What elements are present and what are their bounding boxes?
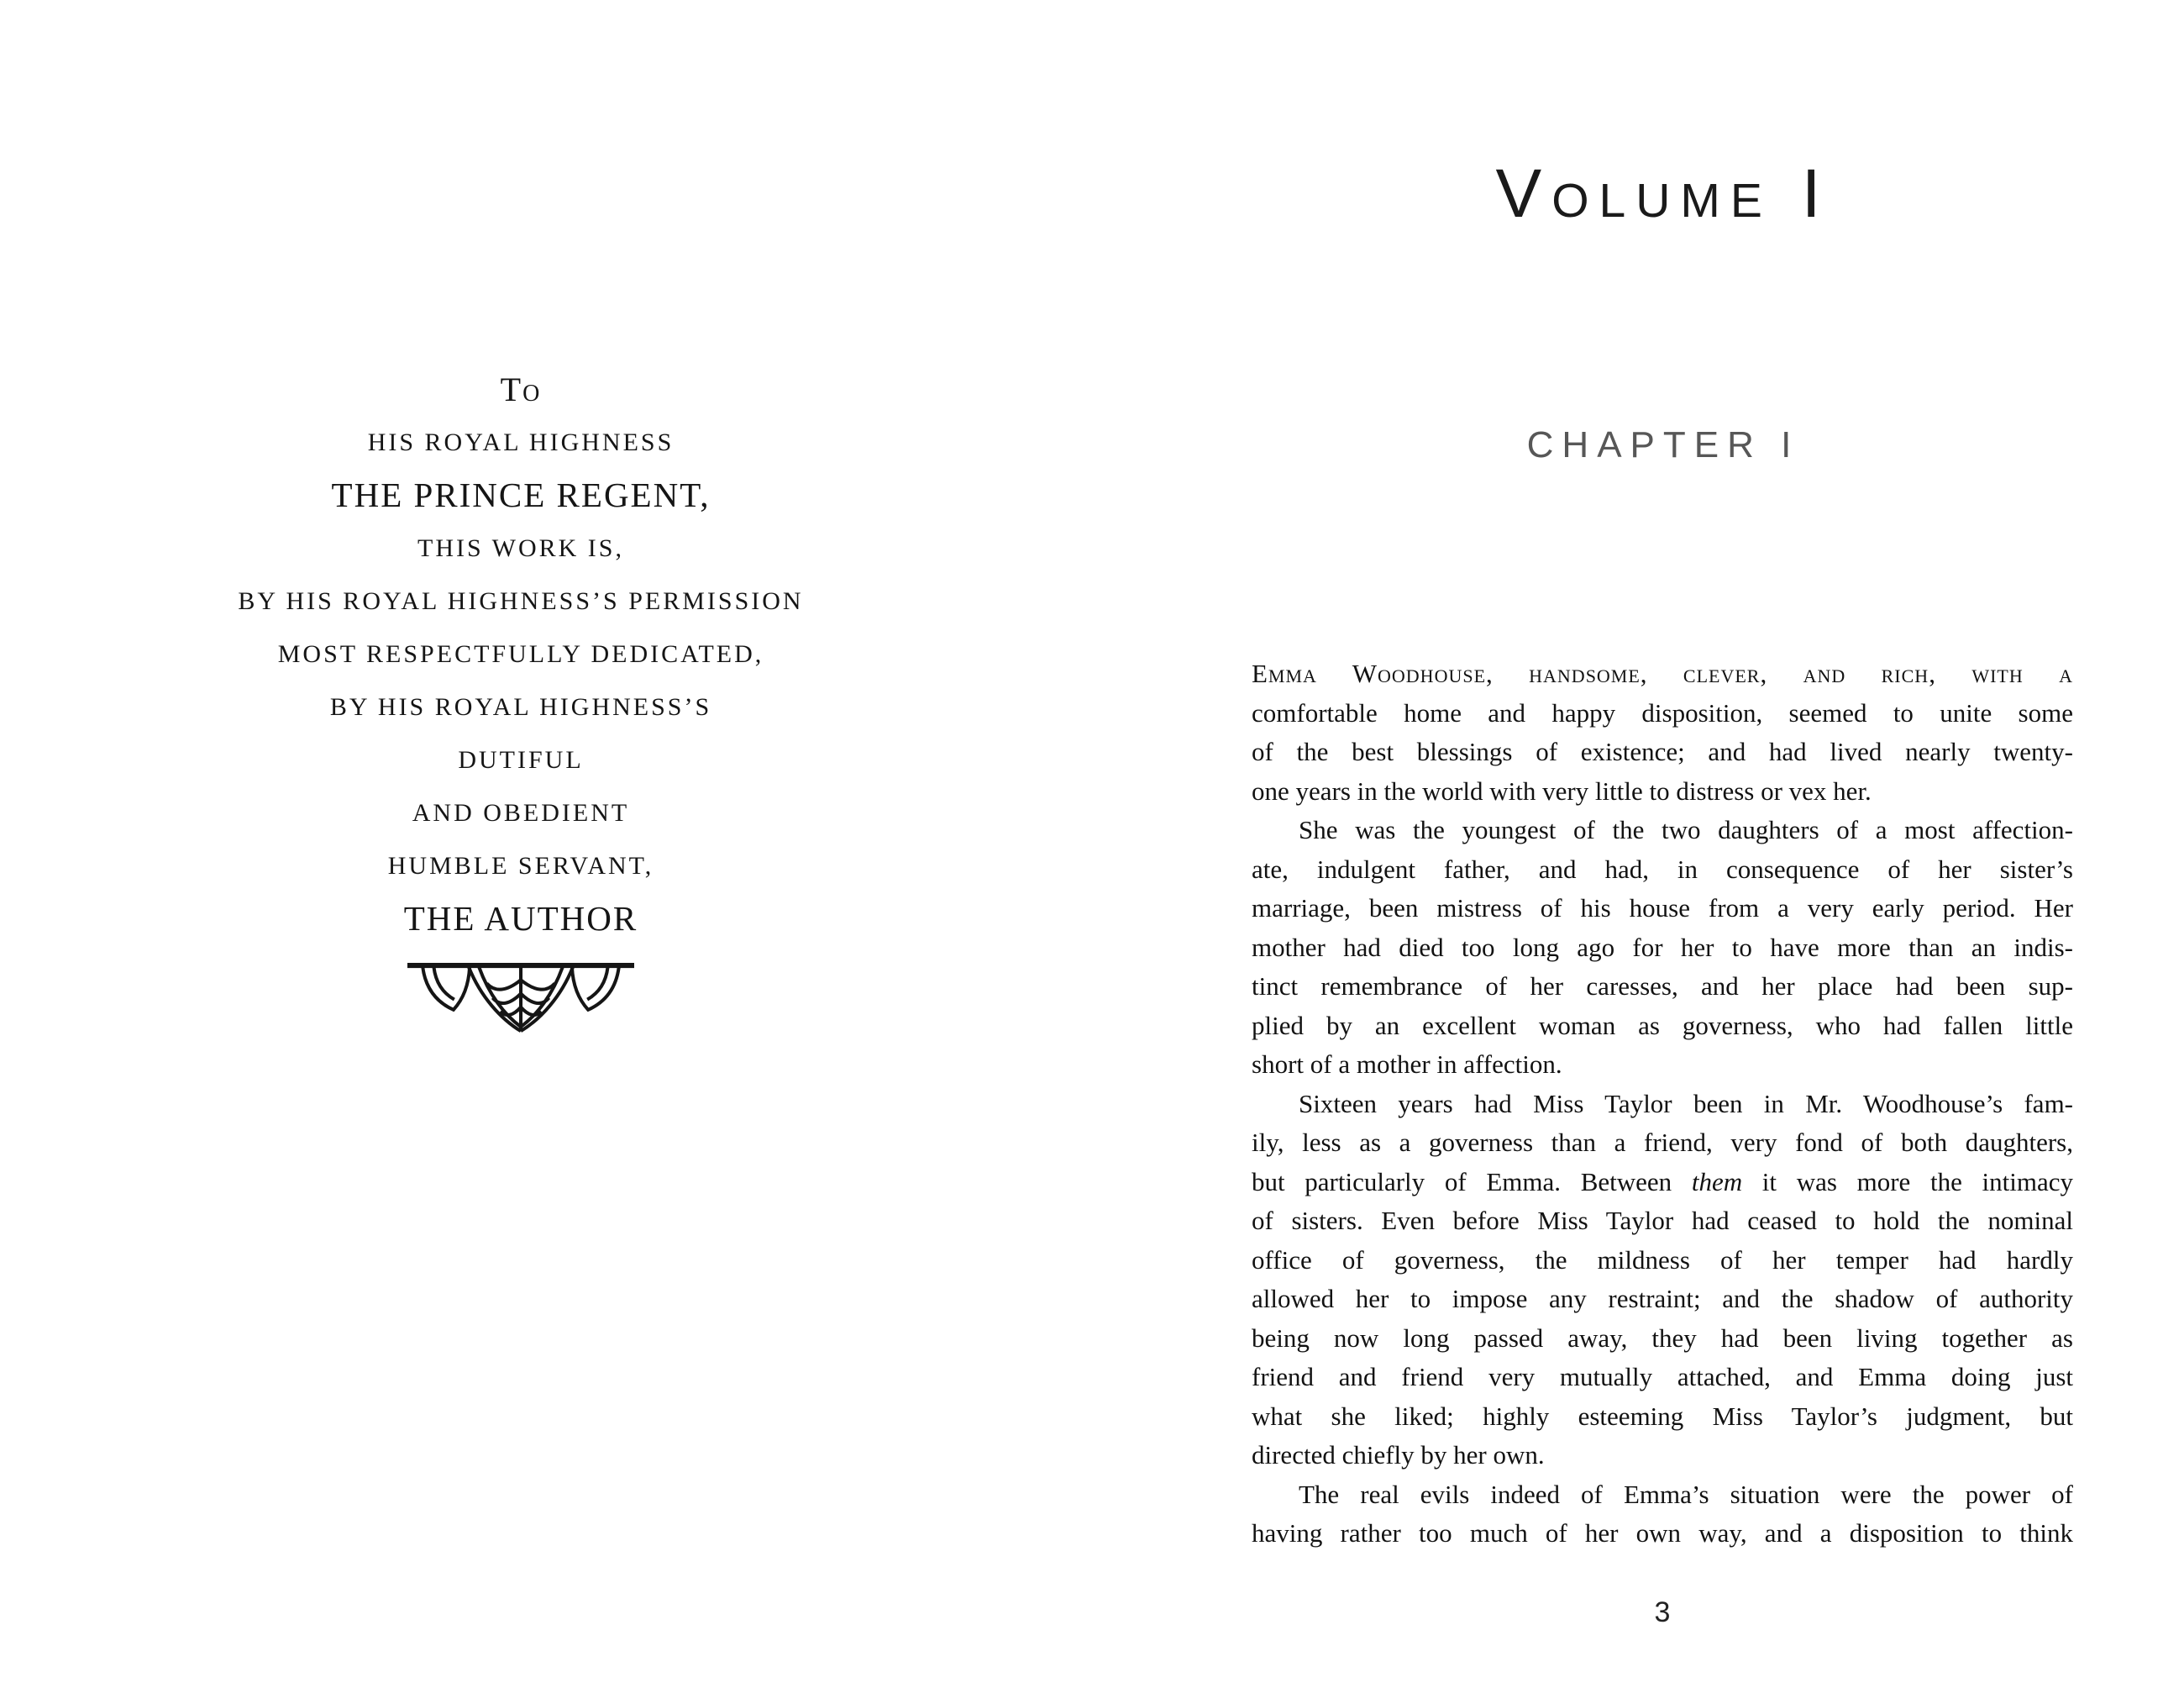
- chapter-title: CHAPTER I: [1526, 424, 1800, 465]
- body-line-segment: it was more the intimacy: [1742, 1166, 2073, 1196]
- dedication-line: BY HIS ROYAL HIGHNESS’S PERMISSION: [238, 587, 804, 615]
- body-line: plied by an excellent woman as governess, who had fallen little: [1252, 1010, 2073, 1040]
- dedication-line: THE PRINCE REGENT,: [331, 476, 711, 514]
- dedication-line: To: [500, 371, 542, 408]
- body-line: tinct remembrance of her caresses, and her place had been sup-: [1252, 971, 2073, 1001]
- body-line: being now long passed away, they had been living together as: [1252, 1322, 2073, 1353]
- body-line: The real evils indeed of Emma’s situation were the power of: [1299, 1479, 2073, 1509]
- body-line: short of a mother in affection.: [1252, 1049, 1562, 1079]
- dedication-line: HIS ROYAL HIGHNESS: [367, 429, 675, 456]
- body-line: ate, indulgent father, and had, in consequence of her sister’s: [1252, 854, 2073, 884]
- dedication-line: BY HIS ROYAL HIGHNESS’S: [329, 693, 712, 721]
- body-line: ily, less as a governess than a friend, very fond of both daughters,: [1252, 1128, 2073, 1157]
- body-line: friend and friend very mutually attached, and Emma doing just: [1252, 1362, 2073, 1391]
- fan-ornament-icon: [407, 963, 634, 1038]
- body-line: comfortable home and happy disposition, seemed to unite some: [1252, 697, 2073, 728]
- body-line: Emma Woodhouse, handsome, clever, and rich, with a: [1252, 659, 2073, 688]
- dedication-line: THIS WORK IS,: [417, 534, 624, 562]
- body-line: mother had died too long ago for her to have more than an indis-: [1252, 932, 2073, 962]
- body-line: one years in the world with very little to distress or vex her.: [1252, 776, 1872, 806]
- body-line-segment: but particularly of Emma. Between: [1252, 1166, 1692, 1196]
- body-line: She was the youngest of the two daughters of a most affection-: [1299, 815, 2073, 844]
- body-line: office of governess, the mildness of her temper had hardly: [1252, 1244, 2073, 1275]
- body-line: allowed her to impose any restraint; and the shadow of authority: [1252, 1284, 2073, 1313]
- dedication-line: AND OBEDIENT: [412, 799, 630, 827]
- dedication-line: THE AUTHOR: [403, 899, 638, 938]
- body-line: of the best blessings of existence; and had lived nearly twenty-: [1252, 737, 2073, 766]
- dedication-line: HUMBLE SERVANT,: [387, 852, 654, 880]
- body-line: Sixteen years had Miss Taylor been in Mr. Woodhouse’s fam-: [1299, 1088, 2073, 1118]
- dedication-page: [151, 363, 890, 945]
- body-line: [1252, 1163, 2073, 1202]
- body-line: what she liked; highly esteeming Miss Taylor’s judgment, but: [1252, 1401, 2073, 1431]
- body-line: marriage, been mistress of his house from a very early period. Her: [1252, 893, 2073, 923]
- body-line-italic-segment: them: [1691, 1166, 1743, 1196]
- body-line: having rather too much of her own way, and a disposition to think: [1252, 1518, 2073, 1548]
- volume-title: Volume I: [1495, 155, 1831, 232]
- body-line: of sisters. Even before Miss Taylor had ceased to hold the nominal: [1252, 1206, 2073, 1235]
- dedication-line: MOST RESPECTFULLY DEDICATED,: [277, 640, 764, 668]
- page-number: 3: [1654, 1596, 1671, 1628]
- dedication-line: DUTIFUL: [458, 746, 584, 774]
- body-line: directed chiefly by her own.: [1252, 1440, 1545, 1470]
- body-text: [1252, 655, 2073, 1554]
